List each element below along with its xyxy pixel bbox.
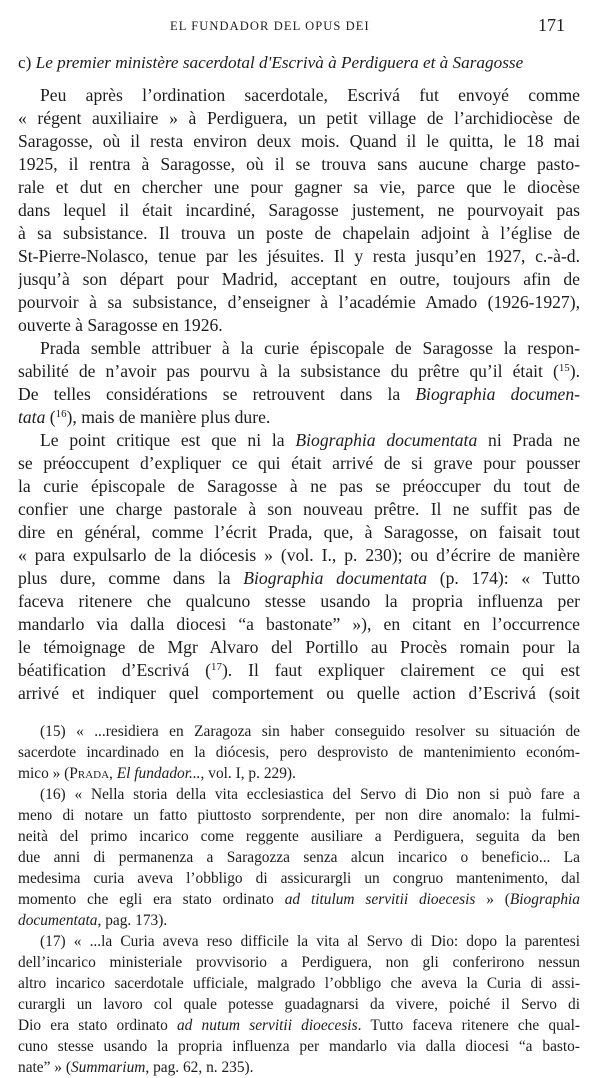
text-span: ( bbox=[45, 407, 56, 427]
body-line bbox=[18, 567, 580, 590]
text-span: « régent auxiliaire » à Perdiguera, un petit village de l’archidiocèse de bbox=[18, 108, 580, 128]
text-span: béatification d’Escrivá ( bbox=[18, 660, 212, 680]
text-span: jusqu’à son départ pour Madrid, acceptant en outre, toujours afin de bbox=[18, 269, 580, 289]
footnote-line bbox=[18, 952, 580, 973]
text-span: Biographia bbox=[509, 891, 580, 908]
footnote-line bbox=[18, 868, 580, 889]
text-span: Saragosse, où il resta environ deux mois. Quand il le quitta, le 18 mai bbox=[18, 131, 580, 151]
text-span: , bbox=[109, 765, 117, 782]
text-span: dell’incarico ministeriale provvisorio a Perdiguera, non gli conferirono nessun bbox=[18, 954, 580, 971]
text-span: ). Il faut expliquer clairement ce qui est bbox=[221, 660, 580, 680]
text-span: plus dure, comme dans la bbox=[18, 568, 244, 588]
body-line bbox=[40, 337, 580, 360]
text-span: Biographia documentata bbox=[243, 568, 428, 588]
text-span: cuno stesse usando la propria influenza per mandarlo via dalla diocesi “a basto- bbox=[18, 1038, 580, 1055]
section-title: Le premier ministère sacerdotal d'Escrivà à Perdiguera et à Saragosse bbox=[35, 53, 524, 72]
footnote-line bbox=[18, 910, 580, 931]
body-line bbox=[18, 291, 580, 314]
text-span: la curie épiscopale de Saragosse à ne pas se préoccuper du tout de bbox=[18, 476, 580, 496]
footnote-line bbox=[40, 721, 580, 742]
text-span: (p. 174): « Tutto bbox=[427, 568, 580, 588]
body-line bbox=[18, 636, 580, 659]
text-span: De telles considérations se retrouvent dans la bbox=[18, 384, 416, 404]
text-span: « para expulsarlo de la diócesis » (vol. I., p. 230); ou d’écrire de manière bbox=[18, 545, 580, 565]
text-span: mico » ( bbox=[18, 765, 70, 782]
footnote-line bbox=[40, 931, 580, 952]
footnote-line bbox=[18, 889, 580, 910]
text-span: ad nutum servitii dioecesis bbox=[176, 1017, 358, 1034]
body-line bbox=[18, 314, 580, 337]
text-span: Summarium bbox=[70, 1059, 146, 1076]
body-line bbox=[18, 613, 580, 636]
body-line bbox=[18, 153, 580, 176]
text-span: confier une charge pastorale à son nouveau prêtre. Il ne suffit pas de bbox=[18, 499, 580, 519]
text-span: curargli un lavoro col quale potesse guadagnarsi da vivere, poiché il Servo di bbox=[18, 996, 580, 1013]
text-span: dans lequel il était incardiné, Saragosse justement, ne pourvoyait pas bbox=[18, 200, 580, 220]
page-number: 171 bbox=[538, 15, 565, 35]
text-span: mandarlo via dalla diocesi “a bastonate” »), en citant en l’occurrence bbox=[18, 614, 580, 634]
footnote-line bbox=[40, 784, 580, 805]
text-span: 1925, il rentra à Saragosse, où il se trouva sans aucune charge pasto- bbox=[18, 154, 580, 174]
text-span: » ( bbox=[475, 891, 510, 908]
text-span: tata bbox=[18, 407, 46, 427]
text-span: sabilité de n’avoir pas pourvu à la subsistance du prêtre qu’il était ( bbox=[18, 361, 559, 381]
text-span: , vol. I, p. 229). bbox=[200, 765, 296, 782]
body-line bbox=[18, 406, 580, 429]
text-span: pourvoir à sa subsistance, d’enseigner à l’académie Amado (1926-1927), bbox=[18, 292, 580, 312]
body-line bbox=[40, 429, 580, 452]
text-span: ouverte à Saragosse en 1926. bbox=[18, 315, 223, 335]
text-span: , pag. 62, n. 235). bbox=[145, 1059, 254, 1076]
text-span: rale et dut en chercher une pour gagner sa vie, parce que le diocèse bbox=[18, 177, 580, 197]
text-span: ad titulum servitii dioecesis bbox=[284, 891, 476, 908]
body-line bbox=[18, 452, 580, 475]
text-span: neità del primo incarico come reggente ausiliare a Perdiguera, seguita da ben bbox=[18, 828, 580, 845]
body-line bbox=[18, 659, 580, 682]
body-line bbox=[18, 199, 580, 222]
text-span: ), mais de manière plus dure. bbox=[66, 407, 271, 427]
text-span: meno di notare un fatto piuttosto sorprendente, per non dire anomalo: la fulmi- bbox=[18, 807, 580, 824]
text-span: à sa subsistance. Il trouva un poste de chapelain adjoint à l’église de bbox=[18, 223, 580, 243]
body-line bbox=[40, 84, 580, 107]
body-line bbox=[18, 544, 580, 567]
running-head: EL FUNDADOR DEL OPUS DEI bbox=[170, 19, 370, 33]
text-span: , pag. 173). bbox=[97, 912, 168, 929]
text-span: documentata bbox=[18, 912, 98, 929]
body-line bbox=[18, 590, 580, 613]
text-span: (15) « ...residiera en Zaragoza sin haber conseguido resolver su situación de bbox=[40, 723, 580, 740]
footnote-ref: 17 bbox=[211, 661, 222, 673]
text-span: medesima curia aveva l’obbligo di assicurargli un congruo mantenimento, dal bbox=[18, 870, 580, 887]
text-span: sacerdote incardinado en la diócesis, pero desprovisto de mantenimiento económ- bbox=[18, 744, 580, 761]
footnote-ref: 15 bbox=[558, 362, 570, 374]
text-span: altro incarico sacerdotale ufficiale, malgrado l’obbligo che aveva la Curia di assi- bbox=[18, 975, 580, 992]
text-span: (16) « Nella storia della vita ecclesiastica del Servo di Dio non si può fare a bbox=[40, 786, 580, 803]
text-span: Biographia documentata bbox=[295, 430, 478, 450]
body-line bbox=[18, 475, 580, 498]
footnote-line bbox=[18, 1057, 580, 1078]
text-span: nate” » ( bbox=[18, 1059, 71, 1076]
text-span: momento che egli era stato ordinato bbox=[18, 891, 285, 908]
text-span: ). bbox=[569, 361, 580, 381]
body-line bbox=[18, 682, 580, 705]
text-span: St-Pierre-Nolasco, tenue par les jésuites. Il y resta jusqu’en 1927, c.-à-d. bbox=[18, 246, 580, 266]
section-heading bbox=[18, 52, 580, 74]
footnote-line bbox=[18, 847, 580, 868]
text-span: ni Prada ne bbox=[477, 430, 580, 450]
text-span: Prada bbox=[69, 765, 110, 782]
footnote-ref: 16 bbox=[55, 408, 67, 420]
text-span: Le point critique est que ni la bbox=[40, 430, 296, 450]
body-line bbox=[18, 176, 580, 199]
text-span: faceva ritenere che qualcuno stesse usando la propria influenza per bbox=[18, 591, 580, 611]
text-span: (17) « ...la Curia aveva reso difficile la vita al Servo di Dio: dopo la parentesi bbox=[40, 933, 580, 950]
text-span: se préoccupent d’expliquer ce qui était arrivé de si grave pour pousser bbox=[18, 453, 580, 473]
text-span: Prada semble attribuer à la curie épiscopale de Saragosse la respon- bbox=[40, 338, 580, 358]
body-line bbox=[18, 245, 580, 268]
text-span: le témoignage de Mgr Alvaro del Portillo au Procès romain pour la bbox=[18, 637, 580, 657]
text-span: due anni di permanenza a Saragozza senza alcun incarico o beneficio... La bbox=[18, 849, 580, 866]
footnote-line bbox=[18, 973, 580, 994]
section-label: c) bbox=[18, 53, 32, 72]
body-line bbox=[18, 222, 580, 245]
footnote-line bbox=[18, 1015, 580, 1036]
text-span: arrivé et indiquer quel comportement ou quelle action d’Escrivá (soit bbox=[18, 683, 580, 703]
footnote-line bbox=[18, 1036, 580, 1057]
body-line bbox=[18, 130, 580, 153]
text-span: dire en général, comme l’écrit Prada, que, à Saragosse, on faisait tout bbox=[18, 522, 580, 542]
body-line bbox=[18, 521, 580, 544]
text-span: El fundador... bbox=[116, 765, 201, 782]
body-line bbox=[18, 498, 580, 521]
body-line bbox=[18, 383, 580, 406]
body-line bbox=[18, 107, 580, 130]
body-line bbox=[18, 268, 580, 291]
footnote-line bbox=[18, 994, 580, 1015]
text-span: Dio era stato ordinato bbox=[18, 1017, 177, 1034]
footnote-line bbox=[18, 742, 580, 763]
text-span: Peu après l’ordination sacerdotale, Escrivá fut envoyé comme bbox=[40, 85, 580, 105]
footnote-line bbox=[18, 763, 580, 784]
text-span: . Tutto faceva ritenere che qual- bbox=[357, 1017, 580, 1034]
footnote-line bbox=[18, 805, 580, 826]
footnote-line bbox=[18, 826, 580, 847]
body-line bbox=[18, 360, 580, 383]
text-span: Biographia documen- bbox=[415, 384, 580, 404]
